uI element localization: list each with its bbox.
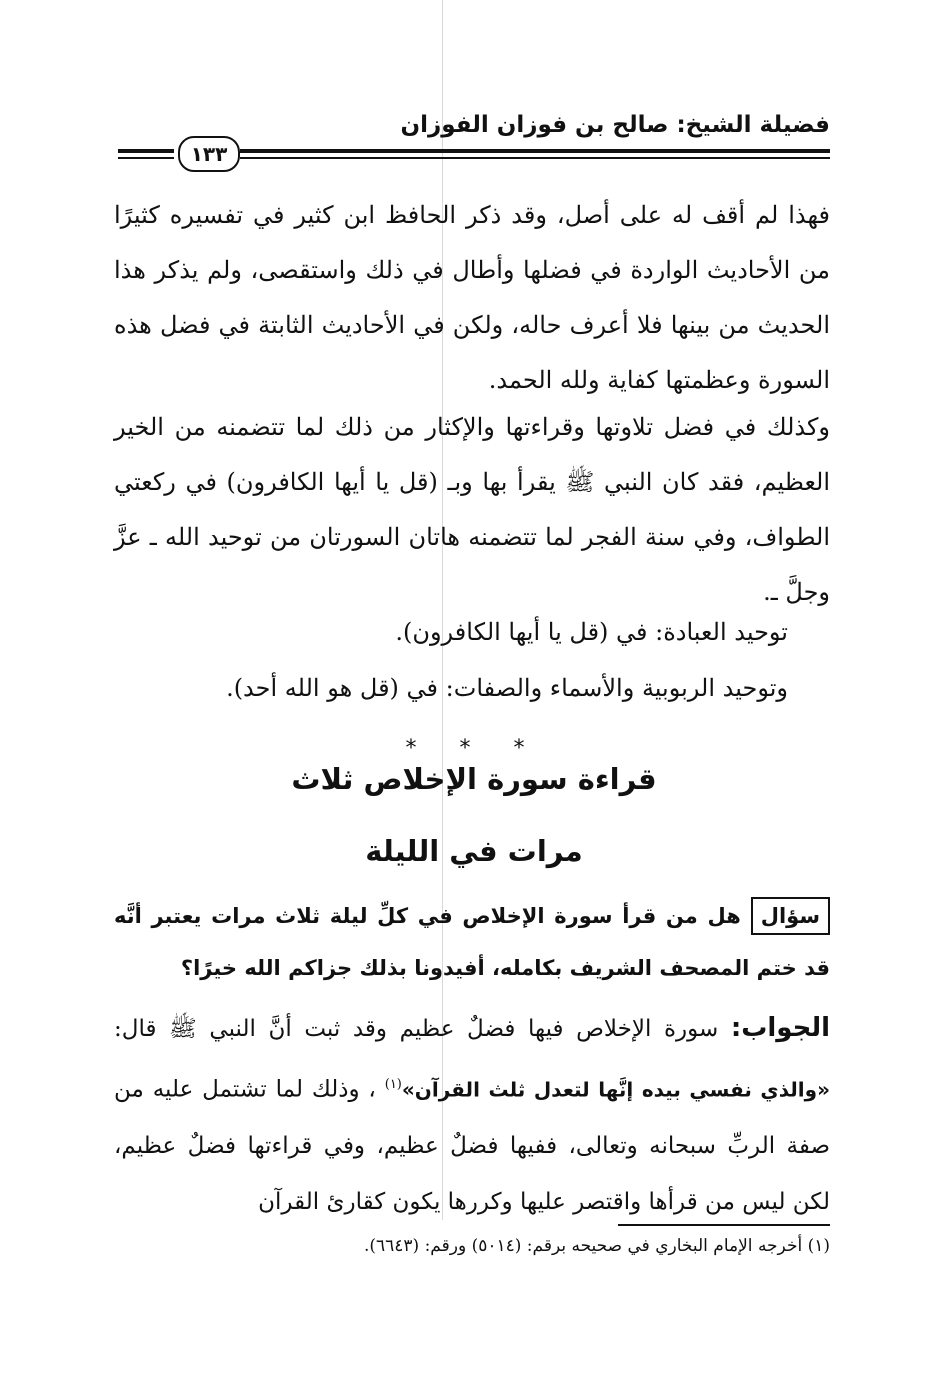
paragraph-2: وكذلك في فضل تلاوتها وقراءتها والإكثار من ذلك لما تتضمنه من الخير العظيم، فقد كان النبي ﷺ يقرأ بها وبـ (قل يا أيها الكافرون) في ركعتي الطواف، وفي سنة الفجر لما تتضمنه هاتان السورتان من توحيد الله ـ عزَّ وجلَّ ـ.: [114, 413, 830, 606]
footnote-reference[interactable]: (١): [384, 1077, 402, 1092]
footnote-rule: [618, 1224, 830, 1226]
question-text: هل من قرأ سورة الإخلاص في كلِّ ليلة ثلاث مرات يعتبر أنَّه قد ختم المصحف الشريف بكامله، أفيدونا بذلك جزاكم الله خيرًا؟: [114, 904, 830, 980]
tawhid-ibadah-line: توحيد العبادة: في (قل يا أيها الكافرون).: [395, 618, 788, 646]
running-header-title: فضيلة الشيخ: صالح بن فوزان الفوزان: [400, 112, 830, 138]
footnote-text: (١) أخرجه الإمام البخاري في صحيحه برقم: (٥٠١٤) ورقم: (٦٦٤٣).: [363, 1236, 830, 1256]
answer-rest: ، وذلك لما تشتمل عليه من صفة الربِّ سبحانه وتعالى، ففيها فضلٌ عظيم، وفي قراءتها فضلٌ عظيم، لكن ليس من قرأها واقتصر عليها وكررها يكون كقارئ القرآن: [114, 1076, 830, 1215]
header-rule-left-thin: [118, 157, 174, 159]
page-number-badge: ١٣٣: [178, 136, 240, 172]
answer-block: [114, 1000, 830, 1230]
paragraph-1: فهذا لم أقف له على أصل، وقد ذكر الحافظ ابن كثير في تفسيره كثيرًا من الأحاديث الواردة في فضلها وأطال في ذلك واستقصى، ولم يذكر هذا الحديث من بينها فلا أعرف حاله، ولكن في الأحاديث الثابتة في فضل هذه السورة وعظمتها كفاية ولله الحمد.: [114, 201, 830, 394]
answer-label: الجواب:: [730, 1013, 831, 1043]
section-heading-line-1: قراءة سورة الإخلاص ثلاث: [291, 762, 657, 796]
answer-intro: سورة الإخلاص فيها فضلٌ عظيم وقد ثبت أنَّ النبي ﷺ قال:: [114, 1016, 719, 1042]
tawhid-rububiyyah-line: وتوحيد الربوبية والأسماء والصفات: في (قل هو الله أحد).: [226, 674, 788, 702]
hadith-quote: «والذي نفسي بيده إنَّها لتعدل ثلث القرآن»: [401, 1077, 830, 1102]
question-label: سؤال: [751, 897, 830, 935]
section-heading-line-2: مرات في الليلة: [365, 834, 583, 868]
header-rule-right-thin: [240, 157, 830, 159]
header-rule-left-thick: [118, 149, 174, 153]
section-separator: * * *: [405, 736, 543, 761]
question-block: [114, 890, 830, 994]
header-rule-right-thick: [240, 149, 830, 153]
